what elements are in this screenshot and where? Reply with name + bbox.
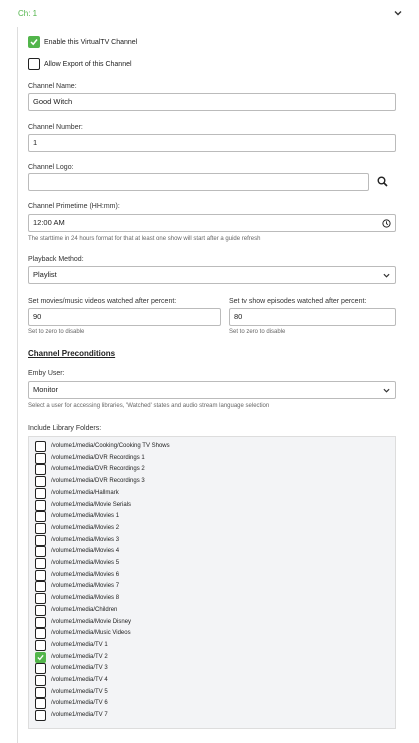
library-folders-list: [28, 436, 396, 729]
library-folder-checkbox[interactable]: [35, 523, 46, 534]
movies-percent-label: Set movies/music videos watched after percent:: [28, 298, 177, 305]
library-folder-checkbox[interactable]: [35, 652, 46, 663]
library-folder-checkbox[interactable]: [35, 558, 46, 569]
library-folder-item[interactable]: [35, 617, 335, 628]
library-folder-checkbox[interactable]: [35, 453, 46, 464]
library-folder-item[interactable]: [35, 687, 335, 698]
playback-method-label: Playback Method:: [28, 256, 84, 263]
primetime-value: 12:00 AM: [33, 218, 65, 227]
check-icon: [37, 654, 44, 661]
channel-name-label: Channel Name:: [28, 83, 77, 90]
library-folder-checkbox[interactable]: [35, 687, 46, 698]
library-folder-item[interactable]: [35, 476, 335, 487]
chevron-down-icon: [383, 272, 390, 279]
library-folder-item[interactable]: [35, 511, 335, 522]
chevron-down-icon: [383, 387, 390, 394]
tv-percent-label: Set tv show episodes watched after percent:: [229, 298, 367, 305]
library-folder-label: /volume1/media/TV 6: [51, 700, 108, 707]
library-folder-checkbox[interactable]: [35, 640, 46, 651]
primetime-input[interactable]: [28, 214, 396, 232]
playback-method-value: Playlist: [33, 270, 57, 279]
primetime-hint: The starttime in 24 hours format for that at least one show will start after a guide refresh: [28, 236, 261, 242]
library-folder-item[interactable]: [35, 593, 335, 604]
library-folder-label: /volume1/media/DVR Recordings 1: [51, 454, 145, 461]
library-folder-checkbox[interactable]: [35, 593, 46, 604]
emby-user-hint: Select a user for accessing libraries, 'Watched' states and audio stream language selection: [28, 403, 270, 409]
library-folder-checkbox[interactable]: [35, 464, 46, 475]
library-folder-item[interactable]: [35, 663, 335, 674]
library-folder-label: /volume1/media/Movies 5: [51, 560, 120, 566]
enable-channel-checkbox[interactable]: [28, 36, 40, 48]
library-folder-label: /volume1/media/Movies 7: [51, 583, 120, 590]
channel-number-label: Channel Number:: [28, 124, 83, 131]
library-folder-label: /volume1/media/Movies 1: [51, 513, 120, 520]
library-folder-label: /volume1/media/Music Videos: [51, 630, 131, 637]
library-folder-label: /volume1/media/TV 3: [51, 665, 108, 672]
library-folder-label: /volume1/media/Movie Disney: [51, 618, 132, 625]
channel-logo-input[interactable]: [28, 173, 369, 191]
library-folder-item[interactable]: [35, 698, 335, 709]
library-folder-checkbox[interactable]: [35, 511, 46, 522]
chevron-down-icon[interactable]: [393, 8, 403, 18]
library-folder-checkbox[interactable]: [35, 476, 46, 487]
library-folder-checkbox[interactable]: [35, 698, 46, 709]
tv-percent-hint: Set to zero to disable: [229, 329, 286, 335]
movies-percent-input[interactable]: 90: [28, 308, 221, 326]
tv-percent-input[interactable]: 80: [229, 308, 396, 326]
channel-title: Ch: 1: [18, 9, 38, 18]
library-folder-label: /volume1/media/DVR Recordings 2: [51, 466, 145, 473]
library-folder-item[interactable]: [35, 546, 335, 557]
library-folder-item[interactable]: [35, 464, 335, 475]
library-folder-checkbox[interactable]: [35, 617, 46, 628]
library-folder-checkbox[interactable]: [35, 628, 46, 639]
library-folders-label: Include Library Folders:: [28, 425, 102, 432]
enable-channel-label: Enable this VirtualTV Channel: [44, 39, 138, 46]
library-folder-item[interactable]: [35, 640, 335, 651]
library-folder-label: /volume1/media/Movies 8: [51, 595, 120, 602]
allow-export-checkbox[interactable]: [28, 58, 40, 70]
library-folder-item[interactable]: [35, 441, 335, 452]
library-folder-label: /volume1/media/Movies 2: [51, 524, 120, 531]
library-folder-item[interactable]: [35, 558, 335, 569]
library-folder-label: /volume1/media/Movie Serials: [51, 501, 132, 508]
library-folder-item[interactable]: [35, 500, 335, 511]
library-folder-checkbox[interactable]: [35, 710, 46, 721]
library-folder-item[interactable]: [35, 628, 335, 639]
library-folder-label: /volume1/media/Movies 6: [51, 571, 120, 578]
library-folder-label: /volume1/media/TV 7: [51, 712, 108, 719]
library-folder-item[interactable]: [35, 570, 335, 581]
search-icon[interactable]: [377, 176, 388, 187]
library-folder-label: /volume1/media/Hallmark: [51, 489, 119, 496]
library-folder-checkbox[interactable]: [35, 546, 46, 557]
channel-name-input[interactable]: Good Witch: [28, 93, 396, 111]
playback-method-select[interactable]: [28, 266, 396, 284]
library-folder-label: /volume1/media/DVR Recordings 3: [51, 478, 145, 485]
emby-user-value: Monitor: [33, 385, 59, 394]
library-folder-checkbox[interactable]: [35, 605, 46, 616]
clock-icon[interactable]: [382, 219, 391, 228]
library-folder-label: /volume1/media/Children: [51, 606, 118, 613]
movies-percent-hint: Set to zero to disable: [28, 329, 85, 335]
library-folder-item[interactable]: [35, 710, 335, 721]
channel-logo-label: Channel Logo:: [28, 164, 74, 171]
channel-number-input[interactable]: 1: [28, 134, 396, 152]
library-folder-item[interactable]: [35, 652, 335, 663]
library-folder-checkbox[interactable]: [35, 675, 46, 686]
preconditions-heading: Channel Preconditions: [28, 349, 116, 358]
library-folder-label: /volume1/media/Movies 3: [51, 536, 120, 543]
library-folder-checkbox[interactable]: [35, 488, 46, 499]
library-folder-item[interactable]: [35, 675, 335, 686]
primetime-label: Channel Primetime (HH:mm):: [28, 203, 120, 210]
library-folder-item[interactable]: [35, 605, 335, 616]
library-folder-checkbox[interactable]: [35, 581, 46, 592]
library-folder-item[interactable]: [35, 523, 335, 534]
library-folder-label: /volume1/media/TV 4: [51, 677, 108, 683]
library-folder-checkbox[interactable]: [35, 441, 46, 452]
emby-user-select[interactable]: [28, 381, 396, 399]
allow-export-label: Allow Export of this Channel: [44, 61, 132, 68]
library-folder-item[interactable]: [35, 488, 335, 499]
library-folder-checkbox[interactable]: [35, 663, 46, 674]
library-folder-label: /volume1/media/TV 1: [51, 641, 108, 648]
library-folder-item[interactable]: [35, 453, 335, 464]
library-folder-label: /volume1/media/TV 2: [51, 653, 108, 660]
library-folder-checkbox[interactable]: [35, 570, 46, 581]
library-folder-checkbox[interactable]: [35, 535, 46, 546]
library-folder-label: /volume1/media/Movies 4: [51, 548, 120, 555]
library-folder-label: /volume1/media/Cooking/Cooking TV Shows: [51, 443, 170, 449]
library-folder-label: /volume1/media/TV 5: [51, 688, 108, 695]
emby-user-label: Emby User:: [28, 370, 65, 377]
library-folder-item[interactable]: [35, 535, 335, 546]
library-folder-checkbox[interactable]: [35, 500, 46, 511]
channel-header[interactable]: [0, 0, 419, 27]
library-folder-item[interactable]: [35, 581, 335, 592]
check-icon: [30, 38, 38, 46]
